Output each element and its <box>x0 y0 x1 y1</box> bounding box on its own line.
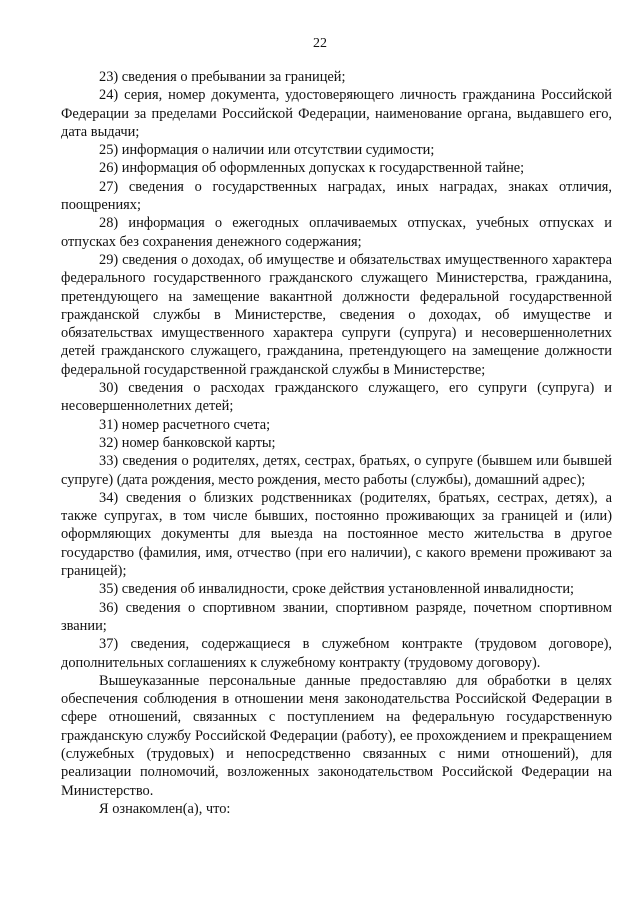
document-body <box>61 68 612 818</box>
page-number: 22 <box>313 36 327 51</box>
list-item-30: 30) сведения о расходах гражданского служащего, его супруги (супруга) и несовершеннолетних детей; <box>61 380 612 415</box>
list-item-25: 25) информация о наличии или отсутствии судимости; <box>99 142 435 159</box>
list-item-27: 27) сведения о государственных наградах, иных наградах, знаках отличия, поощрениях; <box>61 178 612 214</box>
list-item-29: 29) сведения о доходах, об имуществе и обязательствах имущественного характера федерального государственного гражданского служащего Министерства, гражданина, претендующего на замещение вакантной должности федеральной государственной гражданской службы в Министерстве, сведения о доходах, об имуществе и обязательствах имущественного характера супруги (супруга) и несовершеннолетних детей гражданского служащего, гражданина, претендующего на замещение должности федеральной государственной гражданской службы в Министерстве; <box>61 251 612 378</box>
list-item-31: 31) номер расчетного счета; <box>99 416 271 433</box>
list-item-24: 24) серия, номер документа, удостоверяющего личность гражданина Российской Федерации за пределами Российской Федерации, наименование органа, выдавшего его, дата выдачи; <box>61 87 612 140</box>
list-item-37: 37) сведения, содержащиеся в служебном контракте (трудовом договоре), дополнительных соглашениях к служебному контракту (трудовому договору). <box>61 636 612 671</box>
list-item-35: 35) сведения об инвалидности, сроке действия установленной инвалидности; <box>99 581 575 598</box>
list-item-32: 32) номер банковской карты; <box>99 434 276 451</box>
list-item-36: 36) сведения о спортивном звании, спортивном разряде, почетном спортивном звании; <box>61 599 612 634</box>
list-item-23: 23) сведения о пребывании за границей; <box>99 69 346 85</box>
acknowledged-paragraph: Я ознакомлен(а), что: <box>99 800 231 817</box>
list-item-33: 33) сведения о родителях, детях, сестрах, братьях, о супруге (бывшем или бывшей супруге) (дата рождения, место рождения, место работы (службы), домашний адрес); <box>61 453 612 488</box>
list-item-26: 26) информация об оформленных допусках к государственной тайне; <box>99 160 525 177</box>
consent-paragraph: Вышеуказанные персональные данные предоставляю для обработки в целях обеспечения соблюдения в отношении меня законодательства Российской Федерации в сфере отношений, связанных с поступлением на федеральную государственную гражданскую службу Российской Федерации (работу), ее прохождением и прекращением (служебных (трудовых) и непосредственно связанных с ними отношений), для реализации полномочий, возложенных законодательством Российской Федерации на Министерство. <box>61 672 612 799</box>
list-item-28: 28) информация о ежегодных оплачиваемых отпусках, учебных отпусках и отпусках без сохранения денежного содержания; <box>61 215 612 250</box>
list-item-34: 34) сведения о близких родственниках (родителях, братьях, сестрах, детях), а также супругах, в том числе бывших, постоянно проживающих за границей и (или) оформляющих документы для выезда на постоянное место жительства в другое государство (фамилия, имя, отчество (при его наличии), с какого времени проживают за границей); <box>61 489 612 580</box>
